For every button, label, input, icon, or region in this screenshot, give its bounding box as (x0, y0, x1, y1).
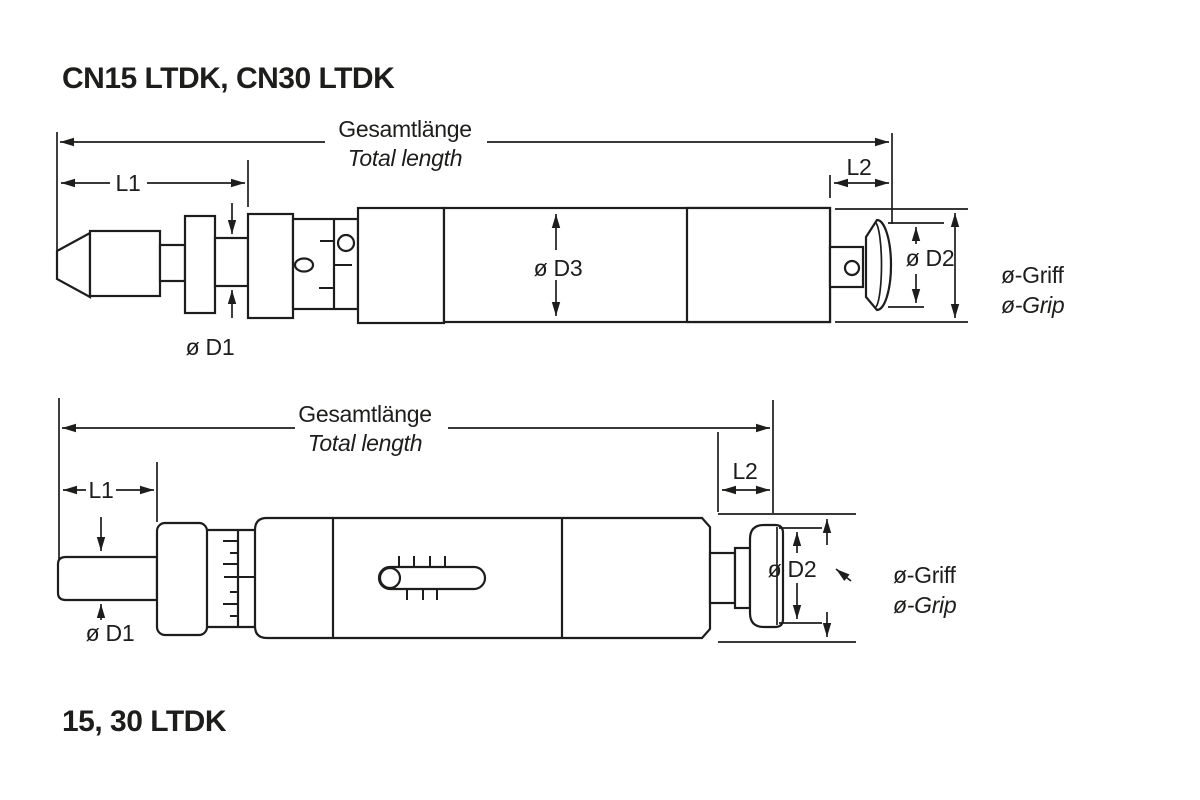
dim-label-d2: ø D2 (905, 245, 955, 271)
dim-label-total-length-en: Total length (307, 430, 423, 456)
dim-label-d1: ø D1 (85, 620, 135, 646)
dim-label-grip-de: ø-Griff (893, 562, 956, 588)
bottom-figure (58, 398, 957, 738)
dim-label-l2: L2 (732, 458, 758, 484)
collet-nut-ribbed (90, 231, 160, 296)
adjust-wheel-ribbed (185, 216, 215, 313)
knurled-barrel-grip (687, 208, 830, 322)
dim-label-total-length-en: Total length (347, 145, 463, 171)
spindle (58, 557, 157, 600)
grip-leader-arrow (836, 569, 851, 581)
dim-label-total-length-de: Gesamtlänge (338, 116, 472, 142)
knurled-lock-ring (248, 214, 293, 318)
bottom-figure-title: 15, 30 LTDK (62, 705, 226, 738)
spindle-shaft (215, 238, 248, 286)
end-stem-step1 (710, 553, 735, 603)
dim-label-l1: L1 (88, 477, 114, 503)
dim-label-grip-en: ø-Grip (1001, 292, 1065, 318)
top-figure (57, 62, 1065, 360)
dim-label-d1: ø D1 (185, 334, 235, 360)
spindle-neck (160, 245, 185, 281)
dim-label-grip-de: ø-Griff (1001, 262, 1064, 288)
end-stem-step2 (735, 548, 750, 608)
knurled-thimble-grip (358, 208, 444, 323)
dim-label-d3: ø D3 (533, 255, 583, 281)
collar-ring (157, 523, 207, 635)
end-stem-hole (845, 261, 859, 275)
dim-label-grip-en: ø-Grip (893, 592, 957, 618)
top-figure-title: CN15 LTDK, CN30 LTDK (62, 62, 395, 95)
dim-label-l2: L2 (846, 154, 872, 180)
dim-label-total-length-de: Gesamtlänge (298, 401, 432, 427)
thimble-oval-mark (295, 259, 313, 272)
dim-label-d2: ø D2 (767, 556, 817, 582)
dim-label-l1: L1 (115, 170, 141, 196)
thimble-circle-mark (338, 235, 354, 251)
collet-cone (57, 233, 90, 297)
